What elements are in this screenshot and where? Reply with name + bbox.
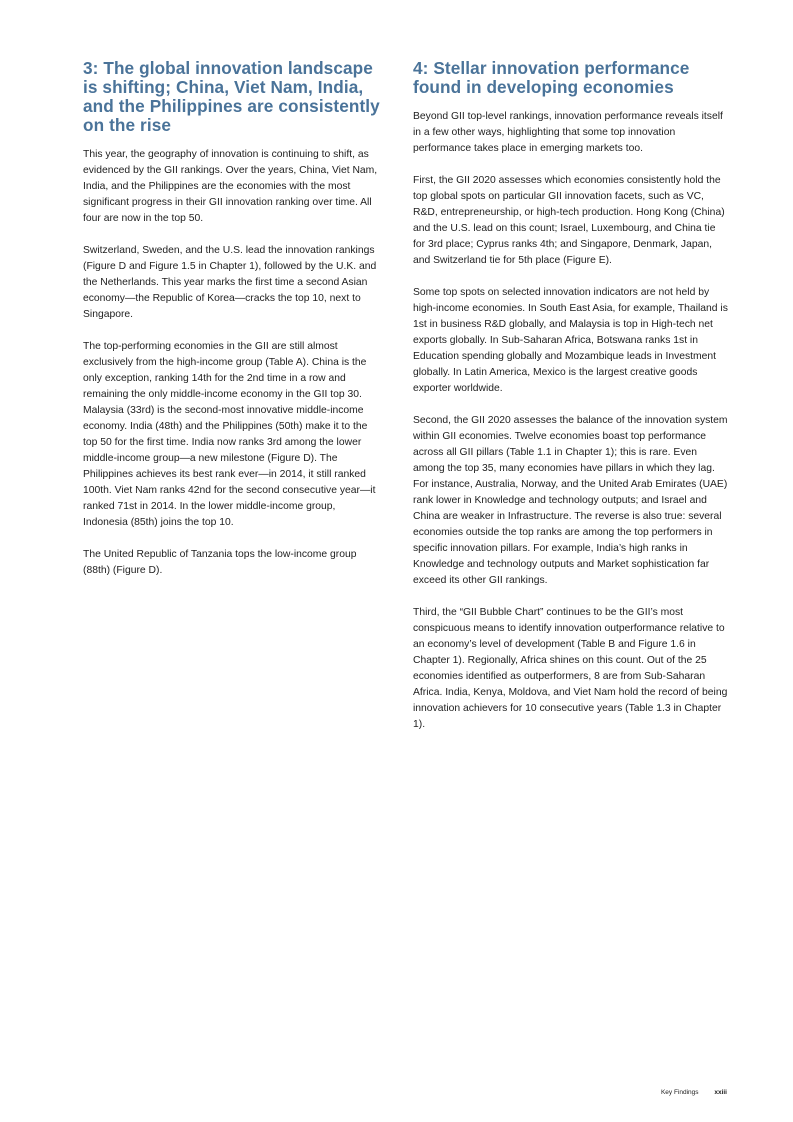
section-4-paragraph-3: Some top spots on selected innovation indicators are not held by high-income economies. In South East Asia, for example, Thailand is 1st in business R&D globally, and Malaysia is top in High-tech net exports globally. In Sub-Saharan Africa, Botswana ranks 1st in Education spending globally and Mozambique leads in Investment globally. In Latin America, Mexico is the largest creative goods exporter worldwide. [413,287,728,394]
section-4-paragraph-1: Beyond GII top-level rankings, innovation performance reveals itself in a few other ways, highlighting that some top innovation performance takes place in emerging markets too. [413,111,723,154]
section-4-paragraph-2: First, the GII 2020 assesses which economies consistently hold the top global spots on particular GII innovation facets, such as VC, R&D, entrepreneurship, or high-tech production. Hong Kong (China) and the U.S. lead on this count; Israel, Luxembourg, and China tie for 3rd place; Cyprus ranks 4th; and Singapore, Denmark, Japan, and Switzerland tie for 5th place (Figure E). [413,175,725,266]
section-3-paragraph-3: The top-performing economies in the GII are still almost exclusively from the high-income group (Table A). China is the only exception, ranking 14th for the 2nd time in a row and remaining the only middle-income economy in the GII top 30. Malaysia (33rd) is the second-most innovative middle-income economy. India (48th) and the Philippines (50th) make it to the top 50 for the first time. India now ranks 3rd among the lower middle-income group—a new milestone (Figure D). The Philippines achieves its best rank ever—in 2014, it still ranked 100th. Viet Nam ranks 42nd for the second consecutive year—it ranked 71st in 2014. In the lower middle-income group, Indonesia (85th) joins the top 10. [83,341,376,528]
section-3-heading: 3: The global innovation landscape is shifting; China, Viet Nam, India, and the Philippines are consistently on the rise [83,58,380,135]
left-column [83,59,381,595]
page-number: xxiii [714,1089,727,1096]
section-3-paragraph-1: This year, the geography of innovation is continuing to shift, as evidenced by the GII rankings. Over the years, China, Viet Nam, India, and the Philippines are the economies with the most significant progress in their GII innovation ranking over time. All four are now in the top 50. [83,149,378,224]
section-3-paragraph-4: The United Republic of Tanzania tops the low-income group (88th) (Figure D). [83,549,357,576]
right-column [413,59,728,749]
footer-section-label: Key Findings [660,1089,699,1096]
page-footer [661,1089,727,1096]
section-3-paragraph-2: Switzerland, Sweden, and the U.S. lead the innovation rankings (Figure D and Figure 1.5 in Chapter 1), followed by the U.K. and the Netherlands. This year marks the first time a second Asian economy—the Republic of Korea—cracks the top 10, next to Singapore. [83,245,377,320]
section-4-paragraph-5: Third, the “GII Bubble Chart” continues to be the GII’s most conspicuous means to identify innovation outperformance relative to an economy’s level of development (Table B and Figure 1.6 in Chapter 1). Regionally, Africa shines on this count. Out of the 25 economies identified as outperformers, 8 are from Sub-Saharan Africa. India, Kenya, Moldova, and Viet Nam hold the record of being innovation achievers for 10 consecutive years (Table 1.3 in Chapter 1). [413,607,728,730]
section-4-heading: 4: Stellar innovation performance found in developing economies [413,58,690,97]
section-4-paragraph-4: Second, the GII 2020 assesses the balance of the innovation system within GII economies. Twelve economies boast top performance across all GII pillars (Table 1.1 in Chapter 1); this is rare. Even among the top 35, many economies have pillars in which they lag. For instance, Australia, Norway, and the United Arab Emirates (UAE) rank lower in Knowledge and technology outputs; and Israel and China are weaker in Infrastructure. The reverse is also true: several economies outside the top ranks are among the top performers in specific innovation pillars. For example, India’s high ranks in Knowledge and technology outputs and Market sophistication far exceed its other GII rankings. [413,415,728,586]
